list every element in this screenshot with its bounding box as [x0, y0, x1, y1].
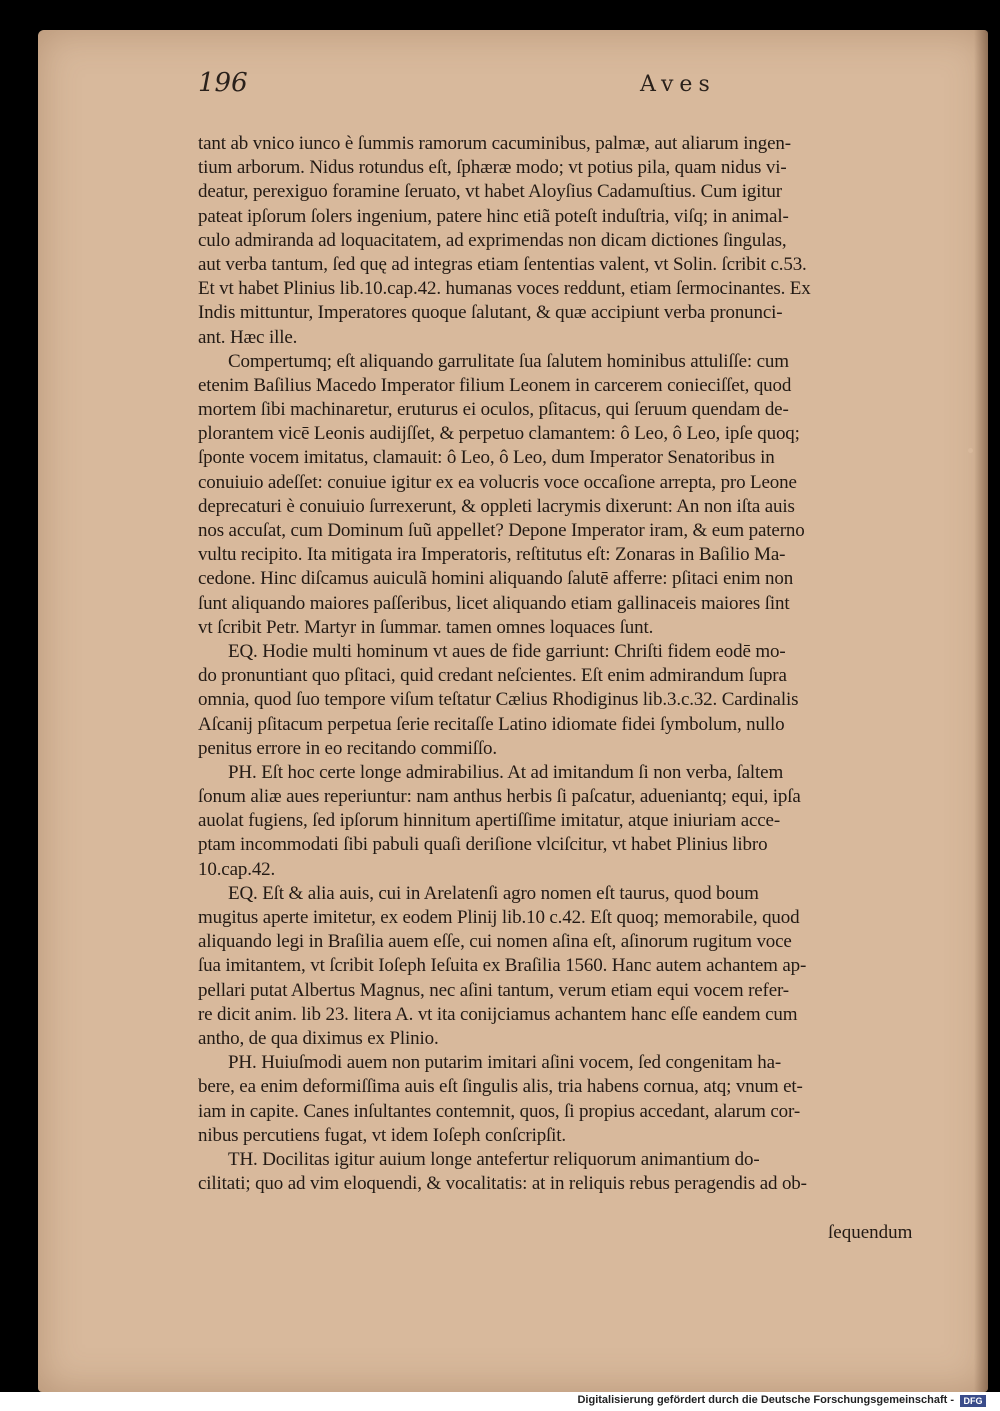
text-line: ſunt aliquando maiores paſſeribus, licet aliquando etiam gallinaceis maiores ſint — [198, 592, 790, 614]
text-line: Et vt habet Plinius lib.10.cap.42. humanas voces reddunt, etiam ſermocinantes. Ex — [198, 278, 811, 300]
dfg-logo-icon: DFG — [960, 1395, 986, 1407]
text-line: re dicit anim. lib 23. litera A. vt ita conijciamus achantem hanc eſſe eandem cum — [198, 1003, 798, 1025]
text-line: ſponte vocem imitatus, clamauit: ô Leo, ô Leo, dum Imperator Senatoribus in — [198, 447, 775, 469]
page-edge-shadow — [974, 30, 988, 1392]
text-line: mugitus aperte imitetur, ex eodem Plinij lib.10 c.42. Eſt quoq; memorabile, quod — [198, 907, 800, 928]
text-line: PH. Huiuſmodi auem non putarim imitari aſini vocem, ſed congenitam ha- — [228, 1052, 782, 1074]
text-line: vt ſcribit Petr. Martyr in ſummar. tamen omnes loquaces ſunt. — [198, 616, 654, 638]
digitization-footer — [0, 1392, 1000, 1411]
text-line: tium arborum. Nidus rotundus eſt, ſphæræ modo; vt potius pila, quam nidus vi- — [198, 157, 787, 179]
text-line: cedone. Hinc diſcamus auiculã homini aliquando ſalutē afferre: pſitaci enim non — [198, 568, 794, 590]
text-line: omnia, quod ſuo tempore viſum teſtatur Cælius Rhodiginus lib.3.c.32. Cardinalis — [198, 689, 799, 711]
page-header — [160, 68, 920, 108]
text-line: aliquando legi in Braſilia auem eſſe, cui nomen aſina eſt, aſinorum rugitum voce — [198, 931, 792, 953]
text-line: nos accuſat, cum Dominum ſuũ appellet? Depone Imperator iram, & eum paterno — [198, 520, 805, 541]
text-line: ſua imitantem, vt ſcribit Ioſeph Ieſuita ex Braſilia 1560. Hanc autem achantem ap- — [198, 955, 807, 977]
footer-credit: Digitalisierung gefördert durch die Deutsche Forschungsgemeinschaft - — [577, 1394, 954, 1406]
text-line: EQ. Hodie multi hominum vt aues de fide garriunt: Chriſti fidem eodē mo- — [228, 640, 786, 662]
catchword: ſequendum — [828, 1222, 913, 1243]
text-line: TH. Docilitas igitur auium longe antefertur reliquorum animantium do- — [228, 1148, 760, 1170]
body-text — [198, 132, 938, 1196]
text-line: ſonum aliæ aues reperiuntur: nam anthus herbis ſi paſcatur, adueniantq; equi, ipſa — [198, 786, 801, 808]
text-line: ptam incommodati ſibi pabuli quaſi deriſione vlciſcitur, vt habet Plinius libro — [198, 834, 768, 856]
text-line: PH. Eſt hoc certe longe admirabilius. At ad imitandum ſi non verba, ſaltem — [228, 761, 784, 783]
text-line: Indis mittuntur, Imperatores quoque ſalutant, & quæ accipiunt verba pronunci- — [198, 302, 783, 324]
text-line: ant. Hæc ille. — [198, 326, 298, 348]
text-line: conuiuio adeſſet: conuiue igitur ex ea volucris voce occaſione arrepta, pro Leone — [198, 471, 797, 493]
text-line: iam in capite. Canes inſultantes contemnit, quos, ſi propius accedant, alarum cor- — [198, 1100, 800, 1122]
text-line: nibus percutiens fugat, vt idem Ioſeph conſcripſit. — [198, 1124, 567, 1146]
text-line: mortem ſibi machinaretur, eruturus ei oculos, pſitacus, qui ſeruum quendam de- — [198, 399, 789, 421]
text-line: Aſcanij pſitacum perpetua ſerie recitaſſe Latino idiomate fidei ſymbolum, nullo — [198, 713, 785, 735]
text-line: EQ. Eſt & alia auis, cui in Arelatenſi agro nomen eſt taurus, quod boum — [228, 882, 759, 904]
page-number: 196 — [198, 68, 248, 98]
text-line: plorantem vicē Leonis audijſſet, & perpetuo clamantem: ô Leo, ô Leo, ipſe quoq; — [198, 423, 800, 445]
text-line: bere, ea enim deformiſſima auis eſt ſingulis alis, tria habens cornua, atq; vnum et- — [198, 1076, 803, 1098]
text-line: pateat ipſorum ſolers ingenium, patere hinc etiã poteſt induſtria, viſq; in animal- — [198, 205, 789, 227]
text-line: Compertumq; eſt aliquando garrulitate ſua ſalutem hominibus attuliſſe: cum — [228, 350, 789, 372]
text-line: pellari putat Albertus Magnus, nec aſini tantum, verum etiam equi vocem refer- — [198, 979, 789, 1001]
text-line: aut verba tantum, ſed quę ad integras etiam ſententias valent, vt Solin. ſcribit c.53. — [198, 253, 807, 275]
text-line: etenim Baſilius Macedo Imperator filium Leonem in carcerem conieciſſet, quod — [198, 374, 792, 396]
text-line: penitus errore in eo recitando commiſſo. — [198, 737, 497, 759]
text-line: culo admiranda ad loquacitatem, ad exprimendas non dicam dictiones ſingulas, — [198, 229, 787, 251]
text-line: cilitati; quo ad vim eloquendi, & vocalitatis: at in reliquis rebus peragendis ad ob- — [198, 1173, 807, 1195]
text-line: tant ab vnico iunco è ſummis ramorum cacuminibus, palmæ, aut aliarum ingen- — [198, 133, 791, 154]
text-line: auolat fugiens, ſed ipſorum hinnitum apertiſſime imitatur, atque iniuriam acce- — [198, 810, 781, 832]
running-head: Aves — [640, 72, 716, 97]
text-line: 10.cap.42. — [198, 858, 276, 880]
text-line: vultu recipito. Ita mitigata ira Imperatoris, reſtitutus eſt: Zonaras in Baſilio Ma- — [198, 544, 786, 566]
text-line: antho, de qua diximus ex Plinio. — [198, 1027, 439, 1049]
margin-mark — [968, 448, 973, 453]
text-line: deatur, perexiguo foramine ſeruato, vt habet Aloyſius Cadamuſtius. Cum igitur — [198, 181, 782, 203]
text-line: deprecaturi è conuiuio ſurrexerunt, & oppleti lacrymis dixerunt: An non iſta auis — [198, 495, 795, 517]
text-line: do pronuntiant quo pſitaci, quid credant neſcientes. Eſt enim admirandum ſupra — [198, 665, 787, 687]
